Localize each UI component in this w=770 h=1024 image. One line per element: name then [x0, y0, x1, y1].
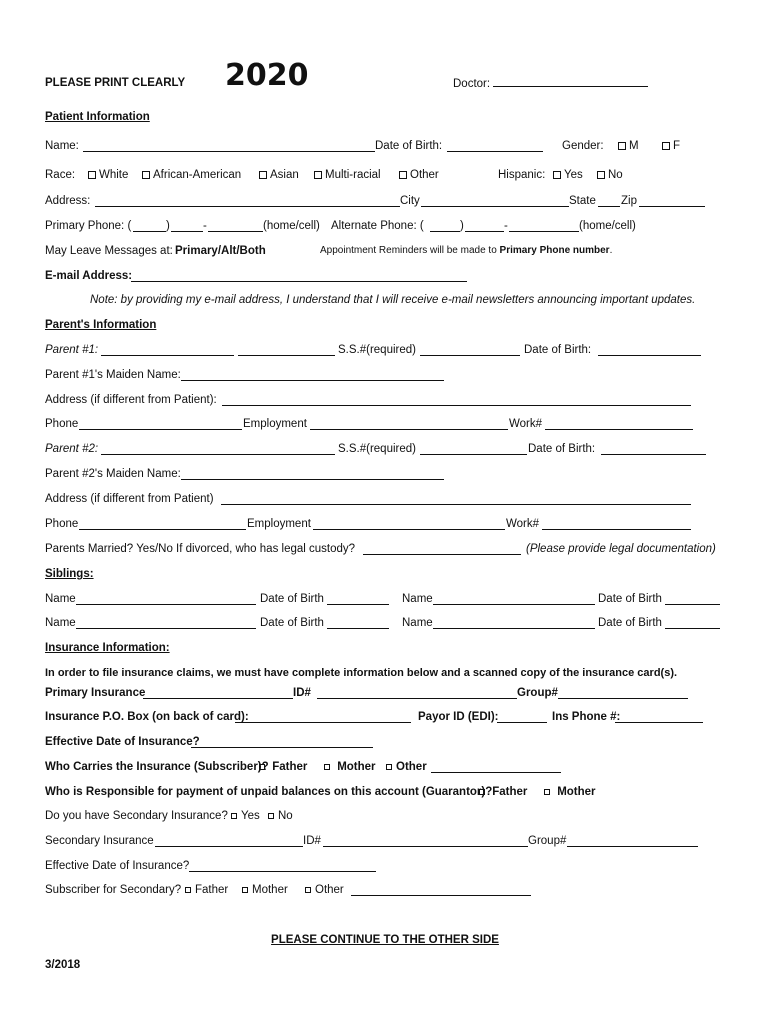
legal-doc-note: (Please provide legal documentation) — [526, 543, 716, 555]
subscriber-father-option[interactable]: Father — [259, 759, 307, 775]
parent2-phone-label: Phone — [45, 518, 79, 530]
secondary-father-checkbox[interactable] — [185, 887, 191, 893]
gender-m-option[interactable]: M — [618, 138, 639, 154]
primary-phone-prefix-field[interactable] — [171, 220, 203, 232]
patient-name-field[interactable] — [83, 140, 375, 152]
parent2-maiden-field[interactable] — [181, 468, 444, 480]
gender-m-checkbox[interactable] — [618, 142, 626, 150]
sibling-dob-label: Date of Birth — [598, 593, 662, 605]
secondary-question-label: Do you have Secondary Insurance? — [45, 810, 228, 822]
parent2-address-label: Address (if different from Patient) — [45, 493, 214, 505]
parent2-ss-label: S.S.#(required) — [338, 443, 416, 455]
hispanic-yes-checkbox[interactable] — [553, 171, 561, 179]
insurance-intro: In order to file insurance claims, we must have complete information below and a scanned copy of the insurance card(s). — [45, 667, 678, 679]
subscriber-other-field[interactable] — [431, 761, 561, 773]
doctor-row — [453, 75, 648, 91]
parent1-employment-label: Employment — [243, 418, 307, 430]
primary-id-label: ID# — [293, 687, 311, 699]
guarantor-mother-checkbox[interactable] — [544, 789, 550, 795]
secondary-subscriber-label: Subscriber for Secondary? — [45, 884, 182, 896]
secondary-effective-label: Effective Date of Insurance? — [45, 860, 190, 872]
race-african-american-option[interactable]: African-American — [142, 167, 241, 183]
form-version: 3/2018 — [45, 959, 81, 971]
parent1-address-row — [45, 392, 730, 408]
parent2-phone-field[interactable] — [79, 518, 246, 530]
custody-field[interactable] — [363, 543, 521, 555]
patient-dob-field[interactable] — [447, 140, 543, 152]
parent2-ss-field[interactable] — [420, 443, 527, 455]
parent1-label: Parent #1: — [45, 344, 99, 356]
primary-group-field[interactable] — [558, 687, 688, 699]
phone-row — [45, 218, 730, 234]
ins-phone-label: Ins Phone #: — [552, 711, 621, 723]
primary-insurance-label: Primary Insurance — [45, 687, 146, 699]
patient-name-row — [45, 138, 730, 154]
messages-options[interactable]: Primary/Alt/Both — [175, 245, 266, 257]
gender-f-checkbox[interactable] — [662, 142, 670, 150]
parent1-phone-field[interactable] — [79, 418, 242, 430]
guarantor-label: Who is Responsible for payment of unpaid balances on this account (Guarantor)? — [45, 786, 493, 798]
parent1-dob-label: Date of Birth: — [524, 344, 592, 356]
address-field[interactable] — [95, 195, 400, 207]
city-field[interactable] — [421, 195, 569, 207]
race-african-american-checkbox[interactable] — [142, 171, 150, 179]
race-asian-option[interactable]: Asian — [259, 167, 299, 183]
parent1-employment-field[interactable] — [310, 418, 508, 430]
parent2-maiden-row — [45, 466, 730, 482]
parent1-ss-field[interactable] — [420, 344, 520, 356]
effective-date-field[interactable] — [191, 736, 373, 748]
patient-info-heading: Patient Information — [45, 111, 150, 123]
form-year: 2020 — [225, 58, 309, 93]
payor-id-field[interactable] — [497, 711, 547, 723]
parent2-address-field[interactable] — [221, 493, 691, 505]
city-label: City — [400, 195, 420, 207]
address-label: Address: — [45, 195, 91, 207]
parent2-work-field[interactable] — [542, 518, 691, 530]
insurance-heading: Insurance Information: — [45, 642, 170, 654]
sibling-dob-label: Date of Birth — [260, 617, 324, 629]
race-white-checkbox[interactable] — [88, 171, 96, 179]
parent2-dob-field[interactable] — [601, 443, 706, 455]
race-row — [45, 167, 730, 183]
secondary-effective-row — [45, 858, 730, 874]
parent1-row — [45, 342, 730, 358]
ins-phone-field[interactable] — [615, 711, 703, 723]
sibling-row — [45, 591, 730, 607]
alt-phone-close-paren: ) — [460, 220, 464, 232]
zip-label: Zip — [621, 195, 637, 207]
reminders-note: Appointment Reminders will be made to Primary Phone number. — [320, 245, 613, 256]
secondary-yes-option[interactable]: Yes — [231, 808, 260, 824]
alternate-phone-label: Alternate Phone: ( — [331, 220, 424, 232]
subscriber-father-checkbox[interactable] — [259, 764, 265, 770]
effective-date-row — [45, 734, 730, 750]
sibling-dob-label: Date of Birth — [260, 593, 324, 605]
subscriber-other-option[interactable]: Other — [386, 759, 427, 775]
secondary-mother-option[interactable]: Mother — [242, 882, 288, 898]
race-other-checkbox[interactable] — [399, 171, 407, 179]
parent2-label: Parent #2: — [45, 443, 99, 455]
print-clearly-label: PLEASE PRINT CLEARLY — [45, 77, 186, 89]
sibling1-dob-field[interactable] — [327, 593, 389, 605]
primary-insurance-field[interactable] — [143, 687, 293, 699]
parent1-dob-field[interactable] — [598, 344, 701, 356]
sibling2-dob-field[interactable] — [665, 593, 720, 605]
email-note: Note: by providing my e-mail address, I understand that I will receive e-mail newsletters announcing important updates. — [90, 294, 696, 306]
secondary-other-checkbox[interactable] — [305, 887, 311, 893]
doctor-label: Doctor: — [453, 78, 491, 90]
address-row — [45, 193, 730, 209]
dob-label: Date of Birth: — [375, 140, 443, 152]
parent1-work-label: Work# — [509, 418, 543, 430]
po-box-row — [45, 709, 730, 725]
parent1-address-label: Address (if different from Patient): — [45, 394, 217, 406]
hispanic-yes-option[interactable]: Yes — [553, 167, 583, 183]
race-white-option[interactable]: White — [88, 167, 128, 183]
parent2-row — [45, 441, 730, 457]
parent1-ss-label: S.S.#(required) — [338, 344, 416, 356]
primary-insurance-row — [45, 685, 730, 701]
po-box-field[interactable] — [235, 711, 411, 723]
race-asian-checkbox[interactable] — [259, 171, 267, 179]
sibling4-name-field[interactable] — [433, 617, 595, 629]
parent1-maiden-row — [45, 367, 730, 383]
guarantor-father-option[interactable]: Father — [479, 784, 527, 800]
parent1-name2-field[interactable] — [238, 344, 335, 356]
effective-date-label: Effective Date of Insurance? — [45, 736, 200, 748]
subscriber-label: Who Carries the Insurance (Subscriber)? — [45, 761, 269, 773]
hispanic-label: Hispanic: — [498, 169, 546, 181]
sibling-dob-label: Date of Birth — [598, 617, 662, 629]
sibling1-name-field[interactable] — [76, 593, 256, 605]
guarantor-father-checkbox[interactable] — [479, 789, 485, 795]
parent1-name-field[interactable] — [101, 344, 234, 356]
secondary-group-label: Group# — [528, 835, 567, 847]
sibling2-name-field[interactable] — [433, 593, 595, 605]
alt-phone-dash: - — [504, 220, 508, 232]
state-label: State — [569, 195, 596, 207]
parent2-address-row — [45, 491, 730, 507]
phone-close-paren: ) — [166, 220, 170, 232]
messages-row — [45, 243, 730, 259]
secondary-id-field[interactable] — [323, 835, 528, 847]
sibling-name-label: Name — [45, 593, 76, 605]
state-field[interactable] — [598, 195, 620, 207]
primary-phone-line-field[interactable] — [208, 220, 263, 232]
siblings-heading: Siblings: — [45, 568, 94, 580]
email-field[interactable] — [131, 270, 467, 282]
secondary-effective-field[interactable] — [189, 860, 376, 872]
subscriber-mother-checkbox[interactable] — [324, 764, 330, 770]
custody-row — [45, 541, 730, 557]
race-multiracial-option[interactable]: Multi-racial — [314, 167, 381, 183]
secondary-subscriber-row — [45, 882, 730, 898]
phone-dash: - — [203, 220, 207, 232]
subscriber-other-checkbox[interactable] — [386, 764, 392, 770]
alternate-phone-line-field[interactable] — [509, 220, 579, 232]
gender-label: Gender: — [562, 140, 604, 152]
parents-info-heading: Parent's Information — [45, 319, 157, 331]
home-cell-label: (home/cell) — [263, 220, 320, 232]
race-multiracial-checkbox[interactable] — [314, 171, 322, 179]
sibling4-dob-field[interactable] — [665, 617, 720, 629]
alt-home-cell-label: (home/cell) — [579, 220, 636, 232]
alternate-phone-area-field[interactable] — [430, 220, 460, 232]
continue-note: PLEASE CONTINUE TO THE OTHER SIDE — [271, 934, 499, 946]
primary-phone-label: Primary Phone: ( — [45, 220, 132, 232]
secondary-father-option[interactable]: Father — [185, 882, 228, 898]
sibling-name-label: Name — [45, 617, 76, 629]
payor-id-label: Payor ID (EDI): — [418, 711, 499, 723]
alternate-phone-prefix-field[interactable] — [465, 220, 504, 232]
sibling-row — [45, 615, 730, 631]
guarantor-mother-option[interactable]: Mother — [544, 784, 596, 800]
guarantor-row — [45, 784, 730, 800]
sibling3-dob-field[interactable] — [327, 617, 389, 629]
secondary-question-row — [45, 808, 730, 824]
secondary-other-option[interactable]: Other — [305, 882, 344, 898]
parent2-employment-label: Employment — [247, 518, 311, 530]
race-other-option[interactable]: Other — [399, 167, 439, 183]
parent1-address-field[interactable] — [222, 394, 691, 406]
doctor-field[interactable] — [493, 75, 648, 87]
secondary-id-label: ID# — [303, 835, 321, 847]
name-label: Name: — [45, 140, 79, 152]
zip-field[interactable] — [639, 195, 705, 207]
secondary-mother-checkbox[interactable] — [242, 887, 248, 893]
subscriber-row — [45, 759, 730, 775]
race-label: Race: — [45, 169, 76, 181]
messages-label: May Leave Messages at: — [45, 245, 173, 257]
secondary-insurance-label: Secondary Insurance — [45, 835, 154, 847]
secondary-insurance-row — [45, 833, 730, 849]
sibling-name-label: Name — [402, 593, 433, 605]
secondary-other-field[interactable] — [351, 884, 531, 896]
parent1-work-field[interactable] — [545, 418, 693, 430]
secondary-no-checkbox[interactable] — [268, 813, 274, 819]
parent2-maiden-label: Parent #2's Maiden Name: — [45, 468, 181, 480]
parent1-maiden-label: Parent #1's Maiden Name: — [45, 369, 181, 381]
secondary-yes-checkbox[interactable] — [231, 813, 237, 819]
secondary-no-option[interactable]: No — [268, 808, 293, 824]
email-label: E-mail Address: — [45, 270, 133, 282]
subscriber-mother-option[interactable]: Mother — [324, 759, 376, 775]
primary-group-label: Group# — [517, 687, 558, 699]
parent1-phone-row — [45, 416, 730, 432]
email-row — [45, 268, 730, 284]
hispanic-no-option[interactable]: No — [597, 167, 623, 183]
primary-phone-area-field[interactable] — [133, 220, 166, 232]
sibling-name-label: Name — [402, 617, 433, 629]
parent2-employment-field[interactable] — [313, 518, 505, 530]
parent1-phone-label: Phone — [45, 418, 79, 430]
primary-id-field[interactable] — [317, 687, 517, 699]
hispanic-no-checkbox[interactable] — [597, 171, 605, 179]
parent2-name-field[interactable] — [101, 443, 335, 455]
parent2-phone-row — [45, 516, 730, 532]
married-label: Parents Married? Yes/No If divorced, who has legal custody? — [45, 543, 356, 555]
secondary-insurance-field[interactable] — [155, 835, 303, 847]
sibling3-name-field[interactable] — [76, 617, 256, 629]
parent2-dob-label: Date of Birth: — [528, 443, 596, 455]
parent2-work-label: Work# — [506, 518, 540, 530]
gender-f-option[interactable]: F — [662, 138, 680, 154]
po-box-label: Insurance P.O. Box (on back of card): — [45, 711, 249, 723]
secondary-group-field[interactable] — [567, 835, 698, 847]
parent1-maiden-field[interactable] — [181, 369, 444, 381]
